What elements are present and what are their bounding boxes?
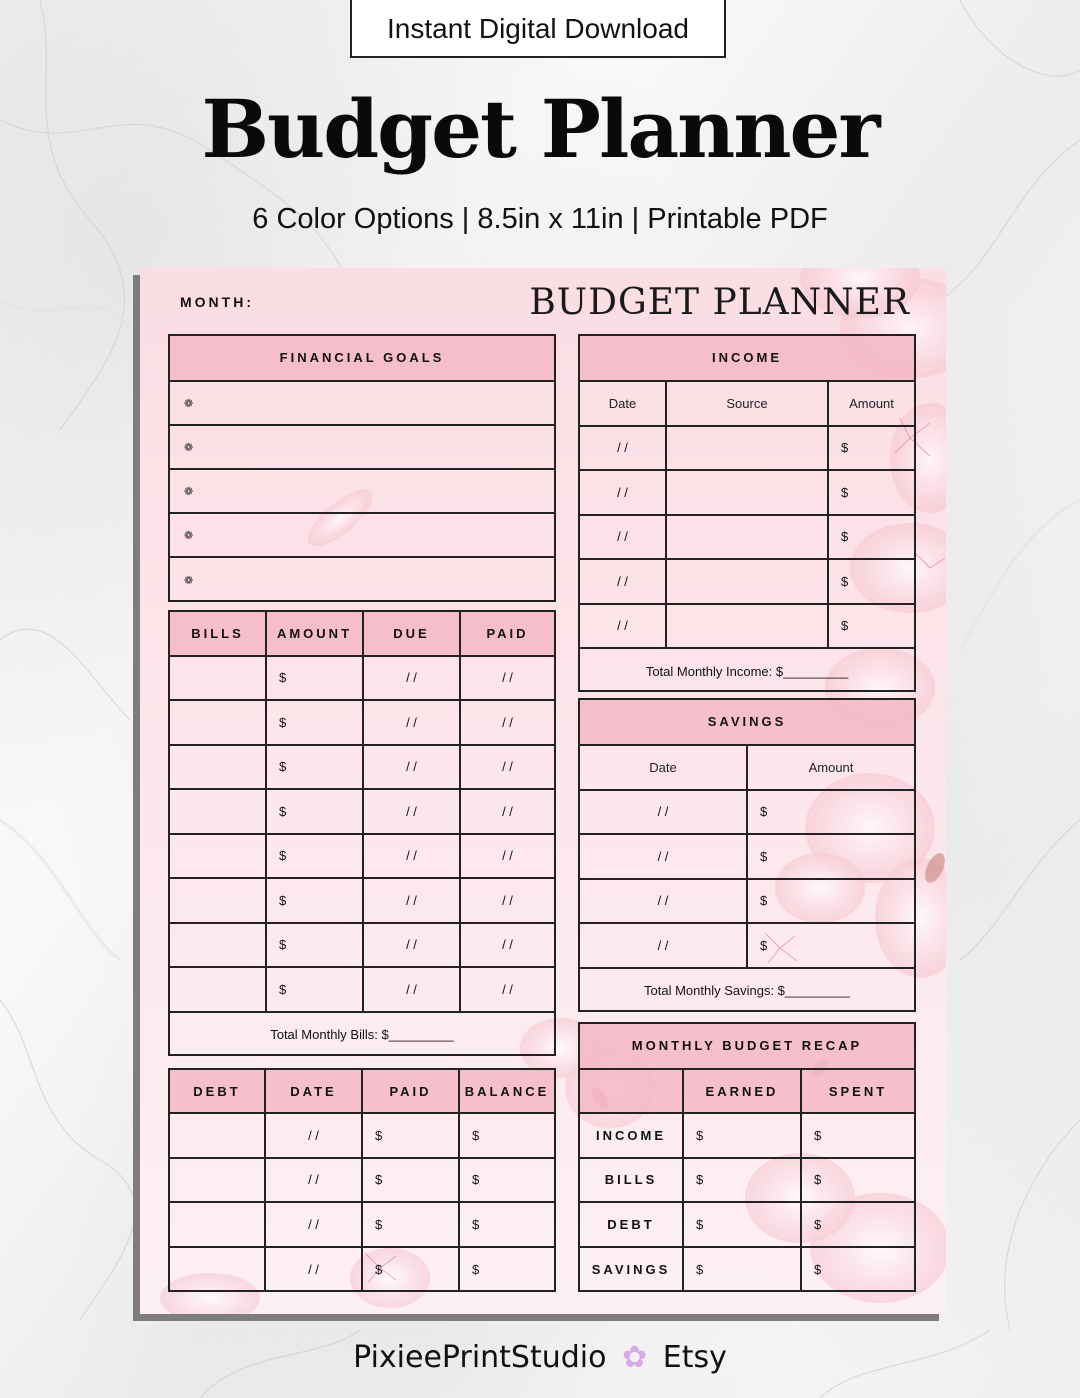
- income-col-header: Amount: [829, 382, 914, 427]
- instant-download-badge: Instant Digital Download: [350, 0, 726, 58]
- income-cell: [667, 471, 829, 516]
- goal-row: [170, 558, 554, 602]
- debt-cell: / /: [266, 1114, 363, 1158]
- recap-cell: $: [684, 1114, 802, 1158]
- income-cell: $: [829, 516, 914, 561]
- bills-cell: [170, 790, 267, 835]
- income-cell: [667, 427, 829, 472]
- income-table: [580, 382, 914, 649]
- income-col-header: Source: [667, 382, 829, 427]
- bills-cell: [170, 924, 267, 969]
- savings-table: [580, 746, 914, 969]
- income-cell: / /: [580, 605, 667, 650]
- debt-cell: [170, 1203, 266, 1247]
- bills-cell: [170, 746, 267, 791]
- savings-header: SAVINGS: [580, 700, 914, 746]
- recap-cell: $: [684, 1248, 802, 1292]
- bills-section: [168, 610, 556, 1056]
- budget-recap-section: [578, 1022, 916, 1292]
- debt-cell: [170, 1248, 266, 1292]
- recap-row-label: DEBT: [580, 1203, 684, 1247]
- bills-cell: $: [267, 924, 364, 969]
- financial-goals-section: [168, 334, 556, 602]
- debt-cell: [170, 1159, 266, 1203]
- income-cell: $: [829, 471, 914, 516]
- debt-col-header: PAID: [363, 1070, 460, 1114]
- debt-cell: $: [460, 1159, 554, 1203]
- savings-cell: $: [748, 835, 914, 880]
- savings-col-header: Date: [580, 746, 748, 791]
- debt-cell: $: [363, 1248, 460, 1292]
- recap-col-header: SPENT: [802, 1070, 914, 1114]
- bills-cell: [170, 657, 267, 702]
- income-cell: $: [829, 560, 914, 605]
- bills-cell: / /: [461, 657, 554, 702]
- recap-row-label: BILLS: [580, 1159, 684, 1203]
- bullet-icon: ❁: [184, 485, 194, 498]
- platform-name: Etsy: [662, 1340, 727, 1375]
- bills-cell: $: [267, 835, 364, 880]
- page-subtitle: 6 Color Options | 8.5in x 11in | Printable PDF: [252, 203, 828, 235]
- page-title: Budget Planner: [201, 82, 879, 176]
- goal-row: [170, 426, 554, 470]
- month-label: MONTH:: [180, 294, 254, 310]
- bills-table: [170, 612, 554, 1013]
- savings-col-header: Amount: [748, 746, 914, 791]
- bills-cell: [170, 835, 267, 880]
- bills-cell: / /: [461, 835, 554, 880]
- income-cell: / /: [580, 560, 667, 605]
- debt-cell: $: [363, 1203, 460, 1247]
- bills-col-header: AMOUNT: [267, 612, 364, 657]
- bills-cell: $: [267, 657, 364, 702]
- bills-cell: / /: [461, 746, 554, 791]
- flower-icon: ✿: [622, 1340, 648, 1375]
- bills-cell: / /: [364, 657, 461, 702]
- bullet-icon: ❁: [184, 529, 194, 542]
- financial-goals-list: [170, 382, 554, 602]
- debt-table: [170, 1070, 554, 1292]
- bullet-icon: ❁: [184, 574, 194, 587]
- bills-cell: [170, 968, 267, 1013]
- bills-col-header: PAID: [461, 612, 554, 657]
- savings-total: Total Monthly Savings: $_________: [644, 983, 850, 998]
- shop-name: PixieePrintStudio: [353, 1340, 607, 1375]
- bills-cell: / /: [364, 746, 461, 791]
- debt-cell: $: [363, 1114, 460, 1158]
- bills-total: Total Monthly Bills: $_________: [270, 1027, 454, 1042]
- income-cell: [667, 560, 829, 605]
- bullet-icon: ❁: [184, 397, 194, 410]
- recap-cell: $: [684, 1159, 802, 1203]
- income-header: INCOME: [580, 336, 914, 382]
- savings-cell: / /: [580, 924, 748, 969]
- income-cell: [667, 516, 829, 561]
- recap-col-header: [580, 1070, 684, 1114]
- bills-cell: / /: [461, 924, 554, 969]
- income-cell: / /: [580, 427, 667, 472]
- bills-cell: / /: [364, 924, 461, 969]
- debt-cell: [170, 1114, 266, 1158]
- debt-cell: / /: [266, 1248, 363, 1292]
- goal-row: [170, 514, 554, 558]
- debt-cell: / /: [266, 1203, 363, 1247]
- income-cell: [667, 605, 829, 650]
- bills-cell: / /: [461, 968, 554, 1013]
- bills-cell: $: [267, 968, 364, 1013]
- debt-col-header: BALANCE: [460, 1070, 554, 1114]
- recap-cell: $: [814, 1262, 822, 1278]
- savings-cell: $: [748, 880, 914, 925]
- bills-cell: / /: [364, 879, 461, 924]
- budget-sheet: [140, 268, 946, 1314]
- recap-cell: $: [802, 1159, 914, 1203]
- debt-col-header: DATE: [266, 1070, 363, 1114]
- bills-cell: [170, 701, 267, 746]
- income-cell: / /: [580, 471, 667, 516]
- debt-cell: $: [460, 1114, 554, 1158]
- bills-cell: / /: [364, 701, 461, 746]
- income-col-header: Date: [580, 382, 667, 427]
- bills-cell: $: [267, 790, 364, 835]
- recap-row-label: INCOME: [580, 1114, 684, 1158]
- bills-cell: / /: [364, 968, 461, 1013]
- savings-cell: / /: [580, 791, 748, 836]
- bills-cell: $: [267, 746, 364, 791]
- bills-cell: / /: [364, 790, 461, 835]
- bills-col-header: BILLS: [170, 612, 267, 657]
- goal-row: [170, 382, 554, 426]
- savings-cell: / /: [580, 880, 748, 925]
- bills-col-header: DUE: [364, 612, 461, 657]
- recap-col-header: EARNED: [684, 1070, 802, 1114]
- sheet-title: BUDGET PLANNER: [529, 282, 910, 323]
- footer-brand: [0, 1340, 1080, 1375]
- debt-cell: / /: [266, 1159, 363, 1203]
- financial-goals-header: FINANCIAL GOALS: [170, 336, 554, 382]
- income-total: Total Monthly Income: $_________: [645, 663, 849, 679]
- debt-section: [168, 1068, 556, 1292]
- income-section: [578, 334, 916, 692]
- recap-cell: $: [802, 1203, 914, 1247]
- bills-cell: $: [267, 879, 364, 924]
- budget-recap-table: [580, 1070, 914, 1292]
- debt-cell: $: [460, 1203, 554, 1247]
- income-cell: / /: [580, 516, 667, 561]
- savings-cell: $: [748, 791, 914, 836]
- budget-recap-header: MONTHLY BUDGET RECAP: [580, 1024, 914, 1070]
- goal-row: [170, 470, 554, 514]
- debt-cell: $: [472, 1262, 480, 1278]
- recap-row-label: SAVINGS: [580, 1248, 684, 1292]
- bills-cell: / /: [461, 790, 554, 835]
- income-cell: $: [829, 605, 914, 650]
- recap-cell: $: [802, 1114, 914, 1158]
- income-cell: $: [829, 427, 914, 472]
- debt-cell: $: [363, 1159, 460, 1203]
- bills-cell: / /: [461, 879, 554, 924]
- bills-cell: $: [267, 701, 364, 746]
- debt-col-header: DEBT: [170, 1070, 266, 1114]
- bullet-icon: ❁: [184, 441, 194, 454]
- savings-cell: $: [748, 924, 914, 969]
- recap-cell: $: [684, 1203, 802, 1247]
- savings-cell: / /: [580, 835, 748, 880]
- bills-cell: / /: [461, 701, 554, 746]
- bills-cell: / /: [364, 835, 461, 880]
- savings-section: [578, 698, 916, 1012]
- bills-cell: [170, 879, 267, 924]
